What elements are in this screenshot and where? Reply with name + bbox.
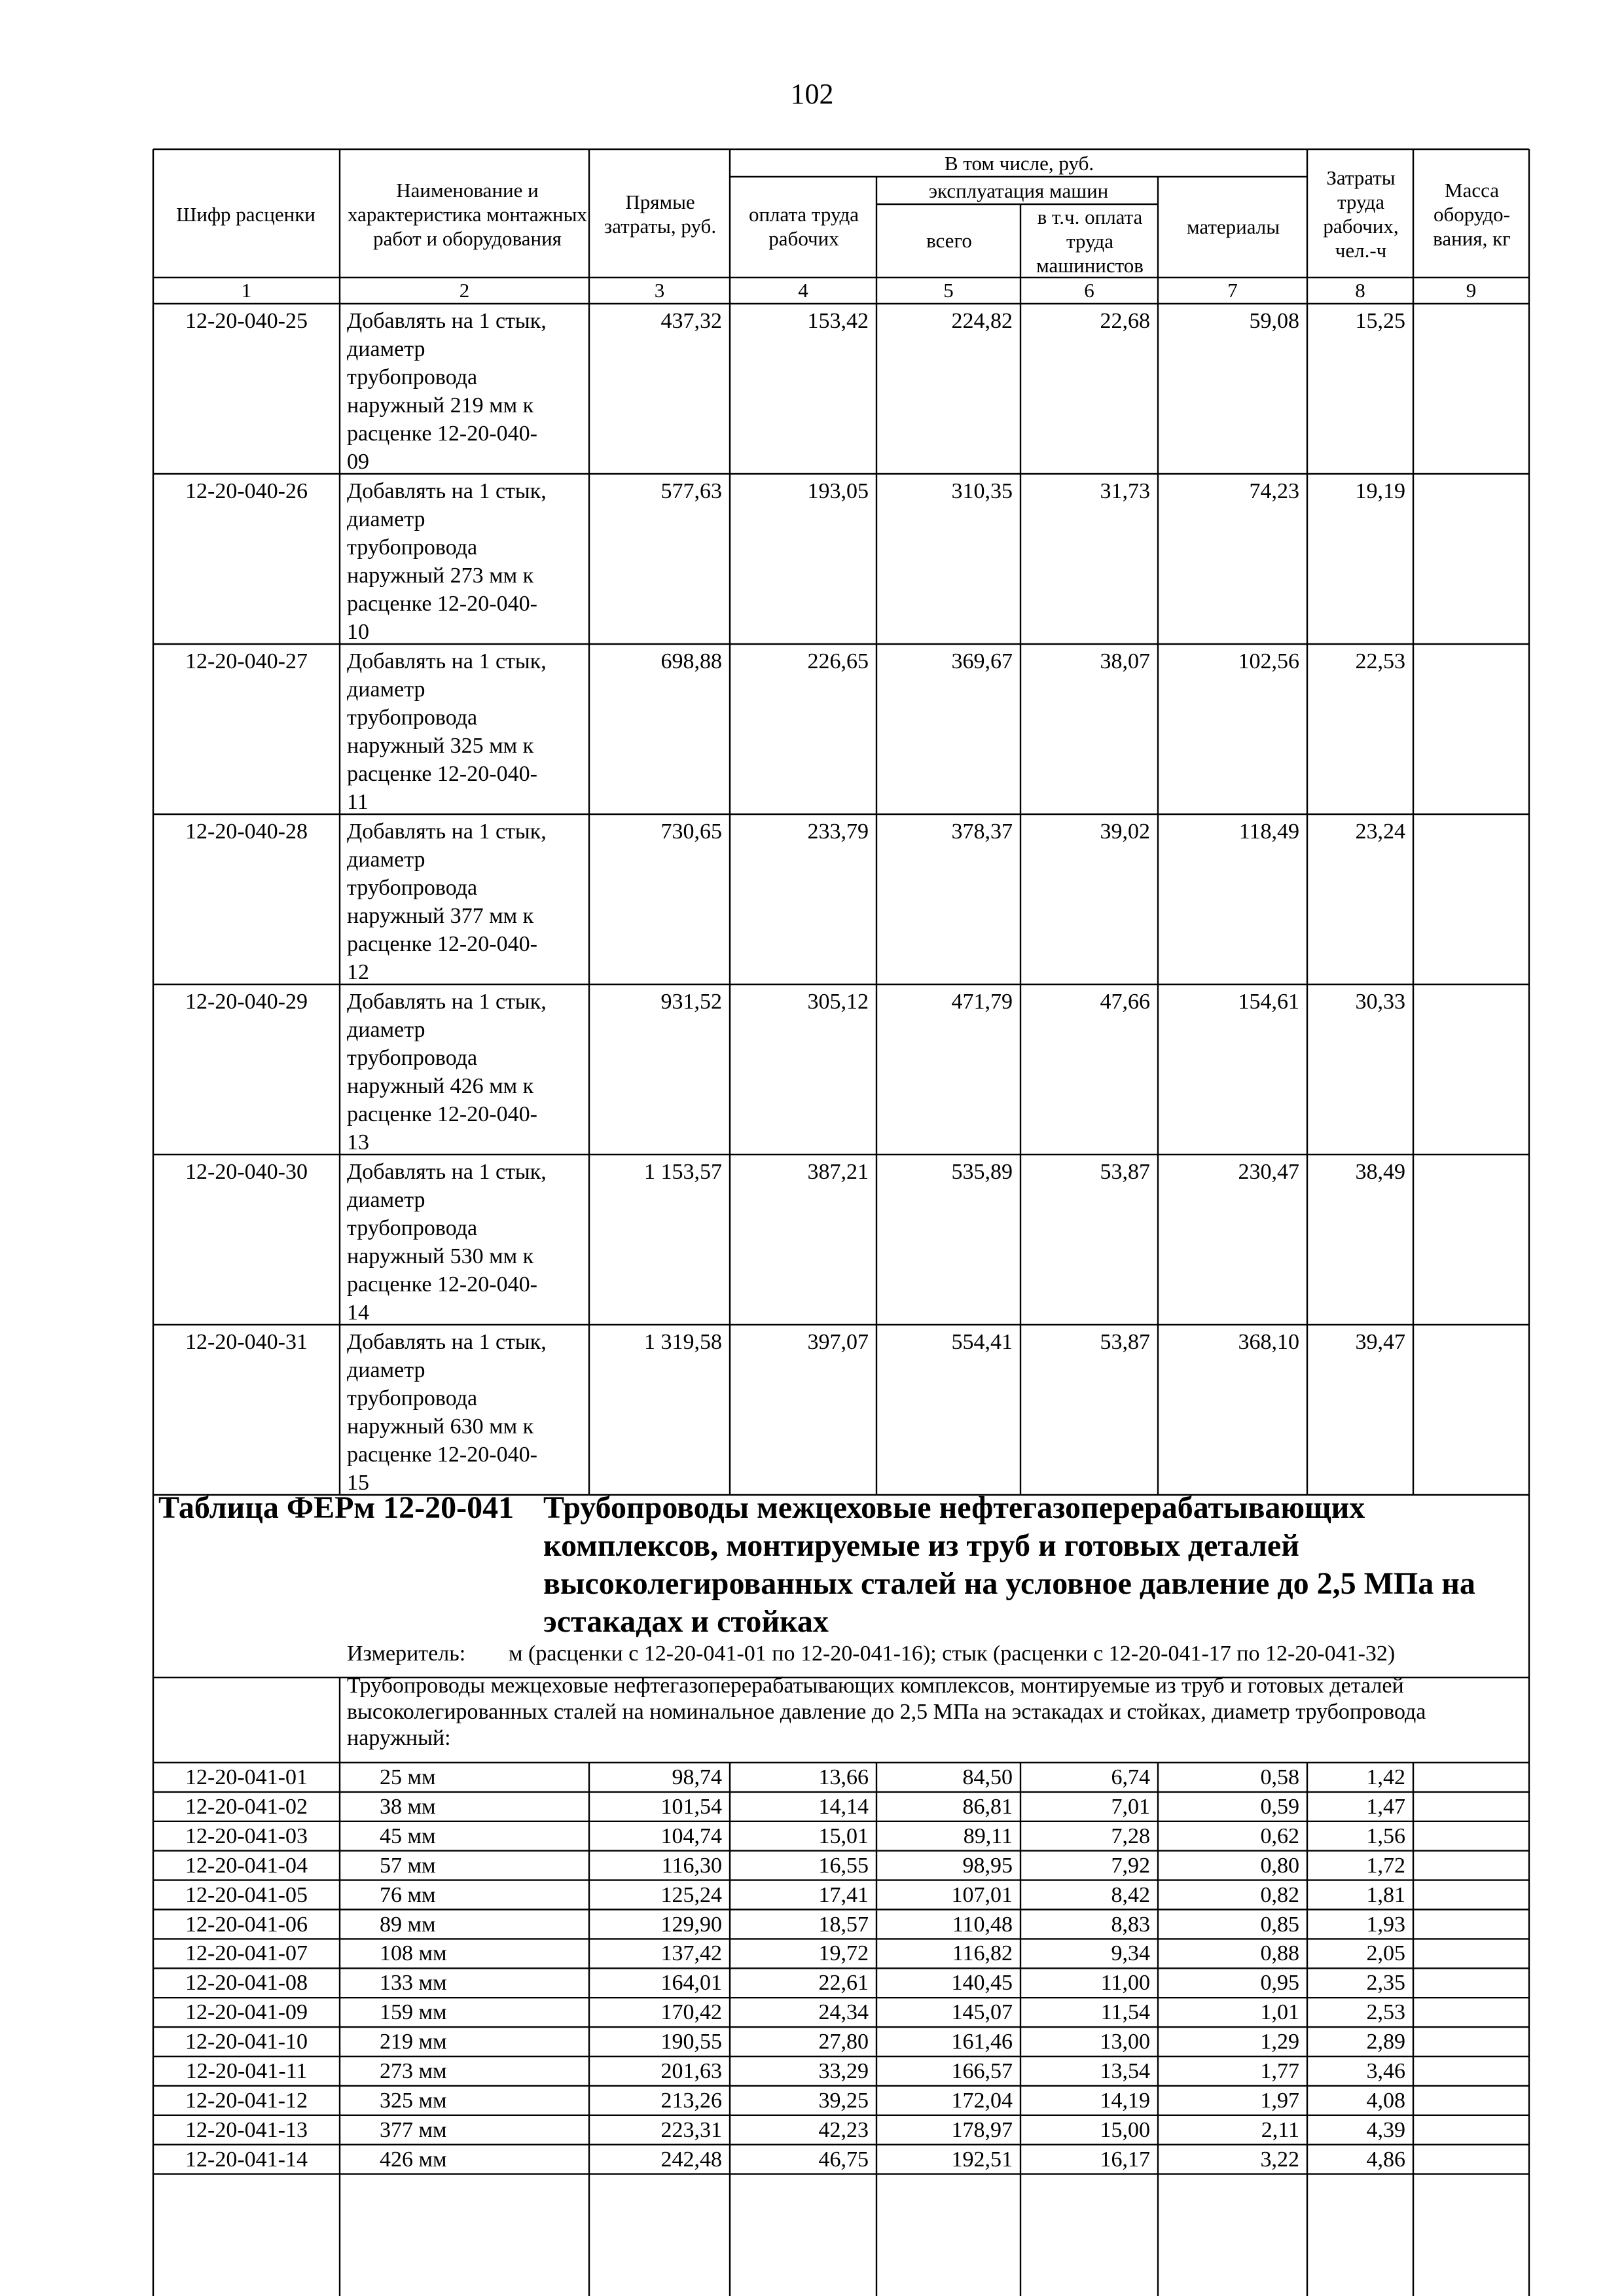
value-c7: 154,61 bbox=[1238, 990, 1299, 1014]
pipe-diameter: 219 мм bbox=[380, 2030, 447, 2054]
value-c5: 89,11 bbox=[963, 1823, 1013, 1848]
work-description-line: расценке 12-20-040- bbox=[347, 592, 537, 616]
value-c6: 7,92 bbox=[1111, 1853, 1150, 1878]
value-c7: 1,01 bbox=[1260, 2000, 1299, 2025]
column-number: 2 bbox=[459, 279, 470, 302]
value-c4: 233,79 bbox=[807, 819, 869, 844]
value-c8: 2,53 bbox=[1366, 2000, 1405, 2025]
work-description-line: диаметр bbox=[347, 848, 425, 872]
rate-code: 12-20-041-01 bbox=[185, 1765, 308, 1789]
measure-text: м (расценки с 12-20-041-01 по 12-20-041-16); стык (расценки с 12-20-041-17 по 12-20-041-32) bbox=[509, 1641, 1396, 1666]
work-description-line: расценке 12-20-040- bbox=[347, 1102, 537, 1126]
value-c6: 39,02 bbox=[1100, 819, 1150, 844]
header-machines: эксплуатация машин bbox=[928, 179, 1109, 202]
value-c8: 3,46 bbox=[1366, 2059, 1405, 2083]
value-c4: 22,61 bbox=[818, 1971, 869, 1996]
value-c7: 230,47 bbox=[1238, 1160, 1299, 1184]
value-c4: 13,66 bbox=[818, 1765, 869, 1789]
work-description-line: Добавлять на 1 стык, bbox=[347, 819, 547, 844]
rate-code: 12-20-041-07 bbox=[185, 1941, 308, 1966]
value-c5: 161,46 bbox=[951, 2030, 1013, 2054]
work-description-line: трубопровода bbox=[347, 706, 478, 730]
value-c6: 13,00 bbox=[1100, 2030, 1150, 2054]
value-c6: 16,17 bbox=[1100, 2147, 1150, 2172]
value-c4: 15,01 bbox=[818, 1823, 869, 1848]
value-c5: 110,48 bbox=[952, 1912, 1013, 1937]
column-number: 9 bbox=[1466, 279, 1477, 302]
value-c6: 13,54 bbox=[1100, 2059, 1150, 2083]
value-c8: 23,24 bbox=[1355, 819, 1405, 844]
table-title: Трубопроводы межцеховые нефтегазоперерабатывающих комплексов, монтируемые из труб и готовых деталей высоколегированных сталей на условное давление до 2,5 МПа на эстакадах и стойках bbox=[543, 1490, 1475, 1639]
work-description-line: расценке 12-20-040- bbox=[347, 1443, 537, 1467]
rate-code: 12-20-041-11 bbox=[185, 2059, 308, 2083]
value-c8: 2,35 bbox=[1366, 1971, 1405, 1996]
value-c6: 9,34 bbox=[1111, 1941, 1150, 1966]
rate-code: 12-20-041-06 bbox=[185, 1912, 308, 1937]
value-c7: 118,49 bbox=[1238, 819, 1299, 844]
pipe-diameter: 159 мм bbox=[380, 2000, 447, 2025]
work-description-line: наружный 325 мм к bbox=[347, 734, 534, 758]
work-description-line: 13 bbox=[347, 1130, 369, 1155]
value-c5: 369,67 bbox=[951, 649, 1013, 673]
work-description-line: 15 bbox=[347, 1471, 369, 1495]
value-c6: 38,07 bbox=[1100, 649, 1150, 673]
value-c4: 16,55 bbox=[818, 1853, 869, 1878]
column-number: 8 bbox=[1355, 279, 1365, 302]
value-c3: 116,30 bbox=[661, 1853, 722, 1878]
work-description-line: трубопровода bbox=[347, 535, 478, 560]
work-description-line: диаметр bbox=[347, 1188, 425, 1212]
value-c3: 129,90 bbox=[660, 1912, 722, 1937]
value-c5: 172,04 bbox=[951, 2088, 1013, 2113]
value-c8: 38,49 bbox=[1355, 1160, 1405, 1184]
column-number: 7 bbox=[1227, 279, 1238, 302]
value-c8: 1,56 bbox=[1366, 1823, 1405, 1848]
value-c6: 8,83 bbox=[1111, 1912, 1150, 1937]
header-direct-costs: Прямые затраты, руб. bbox=[604, 190, 717, 238]
value-c5: 224,82 bbox=[951, 309, 1013, 333]
value-c7: 0,95 bbox=[1260, 1971, 1299, 1996]
work-description-line: трубопровода bbox=[347, 1046, 478, 1070]
rate-code: 12-20-041-09 bbox=[185, 2000, 308, 2025]
work-description-line: Добавлять на 1 стык, bbox=[347, 649, 547, 673]
work-description-line: Добавлять на 1 стык, bbox=[347, 1160, 547, 1184]
value-c3: 223,31 bbox=[660, 2117, 722, 2142]
value-c4: 387,21 bbox=[807, 1160, 869, 1184]
value-c7: 1,29 bbox=[1260, 2030, 1299, 2054]
rate-code: 12-20-041-08 bbox=[185, 1971, 308, 1996]
value-c4: 17,41 bbox=[818, 1882, 869, 1907]
work-description-line: трубопровода bbox=[347, 1386, 478, 1410]
value-c8: 15,25 bbox=[1355, 309, 1405, 333]
work-description-line: наружный 219 мм к bbox=[347, 393, 534, 418]
value-c3: 242,48 bbox=[660, 2147, 722, 2172]
pipe-diameter: 377 мм bbox=[380, 2117, 447, 2142]
value-c3: 190,55 bbox=[660, 2030, 722, 2054]
value-c4: 39,25 bbox=[818, 2088, 869, 2113]
column-number: 4 bbox=[798, 279, 808, 302]
header-labor-pay: оплата труда рабочих bbox=[748, 203, 859, 250]
work-description-line: наружный 273 мм к bbox=[347, 564, 534, 588]
rate-code: 12-20-040-31 bbox=[185, 1330, 308, 1354]
value-c3: 104,74 bbox=[660, 1823, 722, 1848]
value-c5: 140,45 bbox=[951, 1971, 1013, 1996]
page-number: 102 bbox=[790, 78, 834, 110]
pipe-diameter: 426 мм bbox=[380, 2147, 447, 2172]
value-c6: 6,74 bbox=[1111, 1765, 1150, 1789]
value-c4: 153,42 bbox=[807, 309, 869, 333]
header-labor-hours: Затраты труда рабочих, чел.-ч bbox=[1323, 166, 1399, 262]
value-c8: 4,08 bbox=[1366, 2088, 1405, 2113]
value-c7: 1,97 bbox=[1260, 2088, 1299, 2113]
value-c3: 101,54 bbox=[660, 1794, 722, 1819]
column-number: 1 bbox=[241, 279, 252, 302]
work-description-line: диаметр bbox=[347, 337, 425, 361]
work-description-line: наружный 426 мм к bbox=[347, 1074, 534, 1098]
value-c7: 102,56 bbox=[1238, 649, 1299, 673]
value-c5: 310,35 bbox=[951, 479, 1013, 503]
value-c4: 33,29 bbox=[818, 2059, 869, 2083]
column-number: 3 bbox=[654, 279, 665, 302]
value-c8: 39,47 bbox=[1355, 1330, 1405, 1354]
value-c8: 4,86 bbox=[1366, 2147, 1405, 2172]
work-description-line: расценке 12-20-040- bbox=[347, 422, 537, 446]
value-c4: 27,80 bbox=[818, 2030, 869, 2054]
work-description-line: диаметр bbox=[347, 1018, 425, 1042]
rate-code: 12-20-041-04 bbox=[185, 1853, 308, 1878]
rate-code: 12-20-041-10 bbox=[185, 2030, 308, 2054]
value-c7: 0,80 bbox=[1260, 1853, 1299, 1878]
value-c5: 554,41 bbox=[951, 1330, 1013, 1354]
value-c6: 22,68 bbox=[1100, 309, 1150, 333]
work-description-line: наружный 630 мм к bbox=[347, 1414, 534, 1439]
rate-code: 12-20-041-14 bbox=[185, 2147, 308, 2172]
value-c5: 107,01 bbox=[951, 1882, 1013, 1907]
header-equipment-mass: Масса оборудо-вания, кг bbox=[1433, 178, 1511, 250]
rate-code: 12-20-040-30 bbox=[185, 1160, 308, 1184]
value-c7: 0,88 bbox=[1260, 1941, 1299, 1966]
work-description-line: расценке 12-20-040- bbox=[347, 762, 537, 786]
value-c3: 730,65 bbox=[660, 819, 722, 844]
work-description-line: расценке 12-20-040- bbox=[347, 932, 537, 956]
work-description-line: наружный 377 мм к bbox=[347, 904, 534, 928]
value-c7: 2,11 bbox=[1261, 2117, 1299, 2142]
table-label: Таблица ФЕРм 12-20-041 bbox=[158, 1490, 514, 1525]
value-c3: 213,26 bbox=[660, 2088, 722, 2113]
value-c3: 125,24 bbox=[660, 1882, 722, 1907]
value-c7: 1,77 bbox=[1260, 2059, 1299, 2083]
value-c4: 24,34 bbox=[818, 2000, 869, 2025]
value-c4: 18,57 bbox=[818, 1912, 869, 1937]
value-c8: 4,39 bbox=[1366, 2117, 1405, 2142]
work-description-line: диаметр bbox=[347, 677, 425, 702]
rate-code: 12-20-040-28 bbox=[185, 819, 308, 844]
work-description-line: трубопровода bbox=[347, 1216, 478, 1240]
pipe-diameter: 45 мм bbox=[380, 1823, 436, 1848]
value-c6: 7,01 bbox=[1111, 1794, 1150, 1819]
value-c5: 535,89 bbox=[951, 1160, 1013, 1184]
pipe-diameter: 273 мм bbox=[380, 2059, 447, 2083]
pipe-diameter: 38 мм bbox=[380, 1794, 436, 1819]
value-c4: 19,72 bbox=[818, 1941, 869, 1966]
value-c8: 2,05 bbox=[1366, 1941, 1405, 1966]
work-description-line: 10 bbox=[347, 620, 369, 644]
value-c8: 1,47 bbox=[1366, 1794, 1405, 1819]
value-c8: 1,93 bbox=[1366, 1912, 1405, 1937]
value-c5: 192,51 bbox=[951, 2147, 1013, 2172]
pipe-diameter: 57 мм bbox=[380, 1853, 436, 1878]
value-c6: 47,66 bbox=[1100, 990, 1150, 1014]
value-c7: 3,22 bbox=[1260, 2147, 1299, 2172]
value-c7: 0,62 bbox=[1260, 1823, 1299, 1848]
pipe-diameter: 25 мм bbox=[380, 1765, 436, 1789]
value-c4: 42,23 bbox=[818, 2117, 869, 2142]
work-description-line: 14 bbox=[347, 1300, 369, 1325]
value-c5: 166,57 bbox=[951, 2059, 1013, 2083]
value-c4: 46,75 bbox=[818, 2147, 869, 2172]
value-c3: 931,52 bbox=[660, 990, 722, 1014]
value-c5: 378,37 bbox=[951, 819, 1013, 844]
value-c5: 86,81 bbox=[962, 1794, 1013, 1819]
value-c3: 201,63 bbox=[660, 2059, 722, 2083]
work-description-line: Добавлять на 1 стык, bbox=[347, 479, 547, 503]
value-c5: 471,79 bbox=[951, 990, 1013, 1014]
value-c7: 368,10 bbox=[1238, 1330, 1299, 1354]
value-c3: 437,32 bbox=[660, 309, 722, 333]
work-description-line: 11 bbox=[347, 790, 369, 814]
header-name: Наименование и характеристика монтажных работ и оборудования bbox=[348, 178, 587, 250]
measure-label: Измеритель: bbox=[347, 1641, 466, 1666]
value-c6: 7,28 bbox=[1111, 1823, 1150, 1848]
value-c6: 53,87 bbox=[1100, 1330, 1150, 1354]
work-description-line: трубопровода bbox=[347, 365, 478, 389]
value-c3: 698,88 bbox=[660, 649, 722, 673]
value-c3: 577,63 bbox=[660, 479, 722, 503]
value-c3: 98,74 bbox=[672, 1765, 722, 1789]
value-c5: 145,07 bbox=[951, 2000, 1013, 2025]
work-description-line: 09 bbox=[347, 450, 369, 474]
value-c4: 397,07 bbox=[807, 1330, 869, 1354]
value-c6: 14,19 bbox=[1100, 2088, 1150, 2113]
work-description-line: расценке 12-20-040- bbox=[347, 1272, 537, 1297]
column-number: 5 bbox=[943, 279, 954, 302]
header-code: Шифр расценки bbox=[176, 202, 316, 226]
group-description: Трубопроводы межцеховые нефтегазоперерабатывающих комплексов, монтируемые из труб и готовых деталей высоколегированных сталей на номинальное давление до 2,5 МПа на эстакадах и стойках, диаметр трубопровода наружный: bbox=[347, 1674, 1426, 1750]
value-c6: 53,87 bbox=[1100, 1160, 1150, 1184]
work-description-line: наружный 530 мм к bbox=[347, 1244, 534, 1268]
pipe-diameter: 89 мм bbox=[380, 1912, 436, 1937]
pipe-diameter: 76 мм bbox=[380, 1882, 436, 1907]
rate-code: 12-20-041-03 bbox=[185, 1823, 308, 1848]
value-c8: 2,89 bbox=[1366, 2030, 1405, 2054]
rate-code: 12-20-040-27 bbox=[185, 649, 308, 673]
rate-code: 12-20-041-13 bbox=[185, 2117, 308, 2142]
value-c4: 305,12 bbox=[807, 990, 869, 1014]
work-description-line: Добавлять на 1 стык, bbox=[347, 309, 547, 333]
value-c7: 0,58 bbox=[1260, 1765, 1299, 1789]
value-c8: 22,53 bbox=[1355, 649, 1405, 673]
value-c3: 1 319,58 bbox=[644, 1330, 722, 1354]
value-c5: 84,50 bbox=[962, 1765, 1013, 1789]
rate-code: 12-20-041-12 bbox=[185, 2088, 308, 2113]
value-c4: 226,65 bbox=[807, 649, 869, 673]
work-description-line: диаметр bbox=[347, 1358, 425, 1382]
value-c8: 19,19 bbox=[1355, 479, 1405, 503]
column-number: 6 bbox=[1084, 279, 1094, 302]
value-c7: 0,82 bbox=[1260, 1882, 1299, 1907]
value-c5: 98,95 bbox=[962, 1853, 1013, 1878]
value-c8: 1,81 bbox=[1366, 1882, 1405, 1907]
header-machines-total: всего bbox=[926, 228, 972, 252]
value-c3: 164,01 bbox=[660, 1971, 722, 1996]
value-c5: 178,97 bbox=[951, 2117, 1013, 2142]
rate-code: 12-20-040-26 bbox=[185, 479, 308, 503]
header-materials: материалы bbox=[1186, 215, 1280, 238]
value-c4: 193,05 bbox=[807, 479, 869, 503]
header-group: В том числе, руб. bbox=[944, 151, 1094, 175]
value-c8: 30,33 bbox=[1355, 990, 1405, 1014]
value-c4: 14,14 bbox=[818, 1794, 869, 1819]
value-c7: 0,85 bbox=[1260, 1912, 1299, 1937]
pipe-diameter: 133 мм bbox=[380, 1971, 447, 1996]
work-description-line: трубопровода bbox=[347, 876, 478, 900]
pipe-diameter: 108 мм bbox=[380, 1941, 447, 1966]
rate-code: 12-20-041-02 bbox=[185, 1794, 308, 1819]
value-c8: 1,42 bbox=[1366, 1765, 1405, 1789]
value-c5: 116,82 bbox=[952, 1941, 1013, 1966]
value-c3: 137,42 bbox=[660, 1941, 722, 1966]
value-c7: 0,59 bbox=[1260, 1794, 1299, 1819]
value-c6: 11,54 bbox=[1100, 2000, 1150, 2025]
rate-code: 12-20-040-29 bbox=[185, 990, 308, 1014]
value-c6: 8,42 bbox=[1111, 1882, 1150, 1907]
pipe-diameter: 325 мм bbox=[380, 2088, 447, 2113]
value-c6: 31,73 bbox=[1100, 479, 1150, 503]
work-description-line: диаметр bbox=[347, 507, 425, 531]
value-c3: 170,42 bbox=[660, 2000, 722, 2025]
work-description-line: 12 bbox=[347, 960, 369, 984]
work-description-line: Добавлять на 1 стык, bbox=[347, 1330, 547, 1354]
rate-code: 12-20-041-05 bbox=[185, 1882, 308, 1907]
value-c7: 59,08 bbox=[1249, 309, 1299, 333]
header-machinist-pay: в т.ч. оплата труда машинистов bbox=[1036, 205, 1144, 277]
value-c6: 15,00 bbox=[1100, 2117, 1150, 2142]
value-c3: 1 153,57 bbox=[644, 1160, 722, 1184]
value-c8: 1,72 bbox=[1366, 1853, 1405, 1878]
work-description-line: Добавлять на 1 стык, bbox=[347, 990, 547, 1014]
value-c6: 11,00 bbox=[1100, 1971, 1150, 1996]
rate-code: 12-20-040-25 bbox=[185, 309, 308, 333]
value-c7: 74,23 bbox=[1249, 479, 1299, 503]
